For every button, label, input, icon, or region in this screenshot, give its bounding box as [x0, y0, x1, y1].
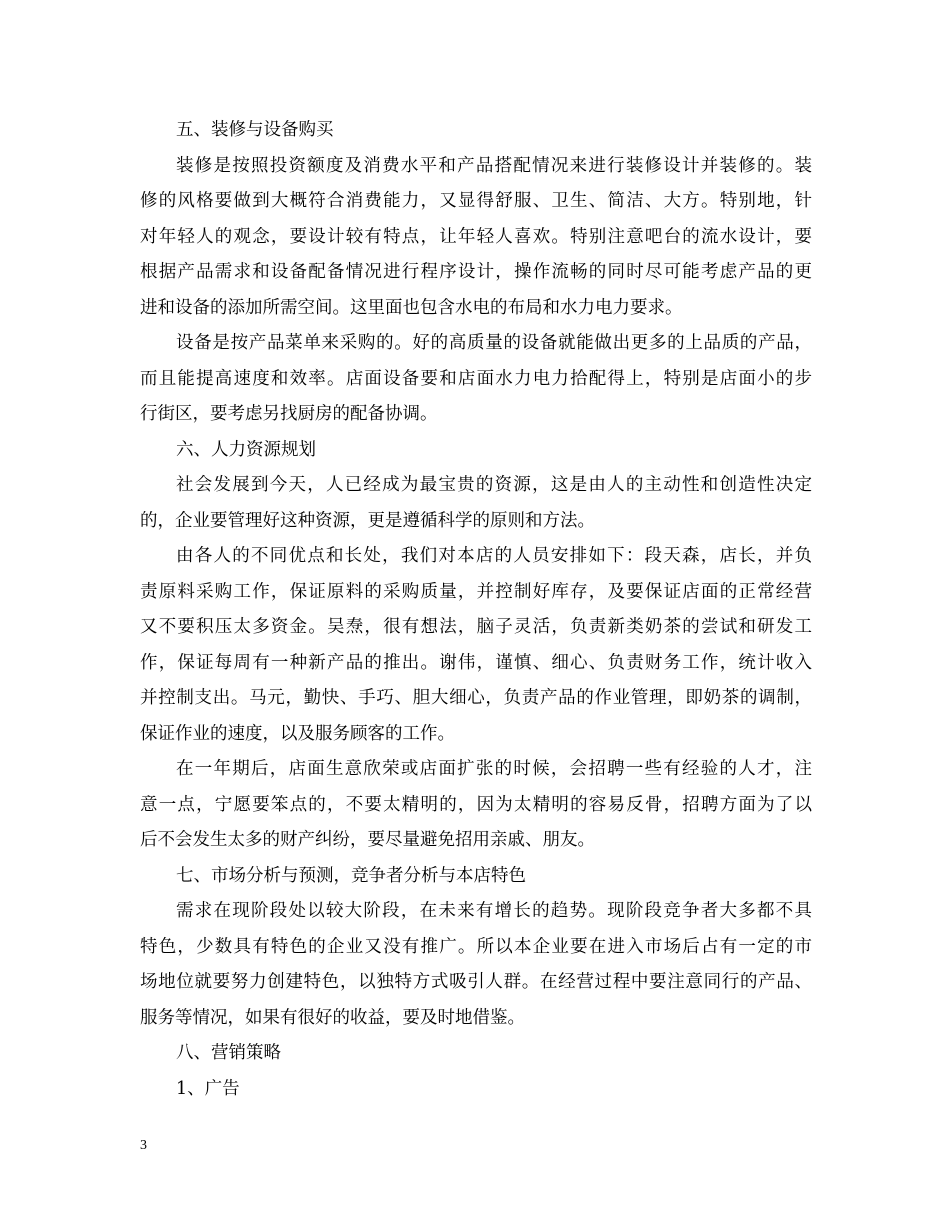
paragraph-line: 并控制支出。马元，勤快、手巧、胆大细心，负责产品的作业管理，即奶茶的调制， — [140, 688, 812, 708]
paragraph-line: 社会发展到今天，人已经成为最宝贵的资源，这是由人的主动性和创造性决定 — [176, 475, 812, 495]
paragraph-line: 的，企业要管理好这种资源，更是遵循科学的原则和方法。 — [140, 510, 595, 531]
heading-line: 七、市场分析与预测，竞争者分析与本店特色 — [176, 865, 526, 886]
paragraph-line: 又不要积压太多资金。吴焘，很有想法，脑子灵活，负责新类奶茶的尝试和研发工 — [140, 617, 812, 637]
section-heading-decoration — [140, 113, 812, 149]
paragraph-hiring — [140, 752, 812, 859]
paragraph-line: 设备是按产品菜单来采购的。好的高质量的设备就能做出更多的上品质的产品， — [176, 333, 812, 353]
heading-line: 八、营销策略 — [176, 1043, 281, 1063]
paragraph-line: 在一年期后，店面生意欣荣或店面扩张的时候，会招聘一些有经验的人才，注 — [176, 759, 812, 779]
paragraph-line: 责原料采购工作，保证原料的采购质量，并控制好库存，及要保证店面的正常经营 — [140, 581, 812, 602]
paragraph-line: 修的风格要做到大概符合消费能力，又显得舒服、卫生、简洁、大方。特别地，针 — [140, 191, 812, 211]
paragraph-market — [140, 894, 812, 1036]
paragraph-staff — [140, 539, 812, 752]
paragraph-line: 由各人的不同优点和长处，我们对本店的人员安排如下：段天森，店长，并负 — [176, 546, 812, 566]
paragraph-line: 保证作业的速度，以及服务顾客的工作。 — [140, 723, 455, 744]
paragraph-line: 场地位就要努力创建特色，以独特方式吸引人群。在经营过程中要注意同行的产品、 — [140, 972, 812, 992]
heading-line: 六、人力资源规划 — [176, 439, 316, 460]
paragraph-line: 而且能提高速度和效率。店面设备要和店面水力电力拾配得上，特别是店面小的步 — [140, 368, 812, 389]
paragraph-line: 根据产品需求和设备配备情况进行程序设计，操作流畅的同时尽可能考虑产品的更 — [140, 262, 812, 282]
heading-line: 1、广告 — [176, 1078, 240, 1099]
paragraph-line: 作，保证每周有一种新产品的推出。谢伟，谨慎、细心、负责财务工作，统计收入 — [140, 652, 812, 673]
heading-line: 五、装修与设备购买 — [176, 120, 334, 140]
page-number: 3 — [140, 1138, 147, 1153]
section-heading-hr — [140, 433, 812, 469]
paragraph-line: 意一点，宁愿要笨点的，不要太精明的，因为太精明的容易反骨，招聘方面为了以 — [140, 794, 812, 815]
section-heading-marketing — [140, 1036, 812, 1072]
paragraph-hr-intro — [140, 468, 812, 539]
paragraph-line: 后不会发生太多的财产纠纷，要尽量避免招用亲戚、朋友。 — [140, 830, 595, 850]
paragraph-decoration — [140, 149, 812, 327]
paragraph-line: 行街区，要考虑另找厨房的配备协调。 — [140, 404, 438, 424]
paragraph-line: 进和设备的添加所需空间。这里面也包含水电的布局和水力电力要求。 — [140, 297, 683, 318]
subsection-heading-advertising — [140, 1072, 812, 1108]
paragraph-line: 特色，少数具有特色的企业又没有推广。所以本企业要在进入市场后占有一定的市 — [140, 936, 812, 957]
paragraph-equipment — [140, 326, 812, 433]
paragraph-line: 服务等情况，如果有很好的收益，要及时地借鉴。 — [140, 1007, 525, 1028]
section-heading-market — [140, 859, 812, 895]
paragraph-line: 对年轻人的观念，要设计较有特点，让年轻人喜欢。特别注意吧台的流水设计，要 — [140, 226, 812, 247]
paragraph-line: 装修是按照投资额度及消费水平和产品搭配情况来进行装修设计并装修的。装 — [176, 155, 812, 176]
page-content — [140, 113, 812, 1107]
paragraph-line: 需求在现阶段处以较大阶段，在未来有增长的趋势。现阶段竞争者大多都不具 — [176, 901, 812, 921]
